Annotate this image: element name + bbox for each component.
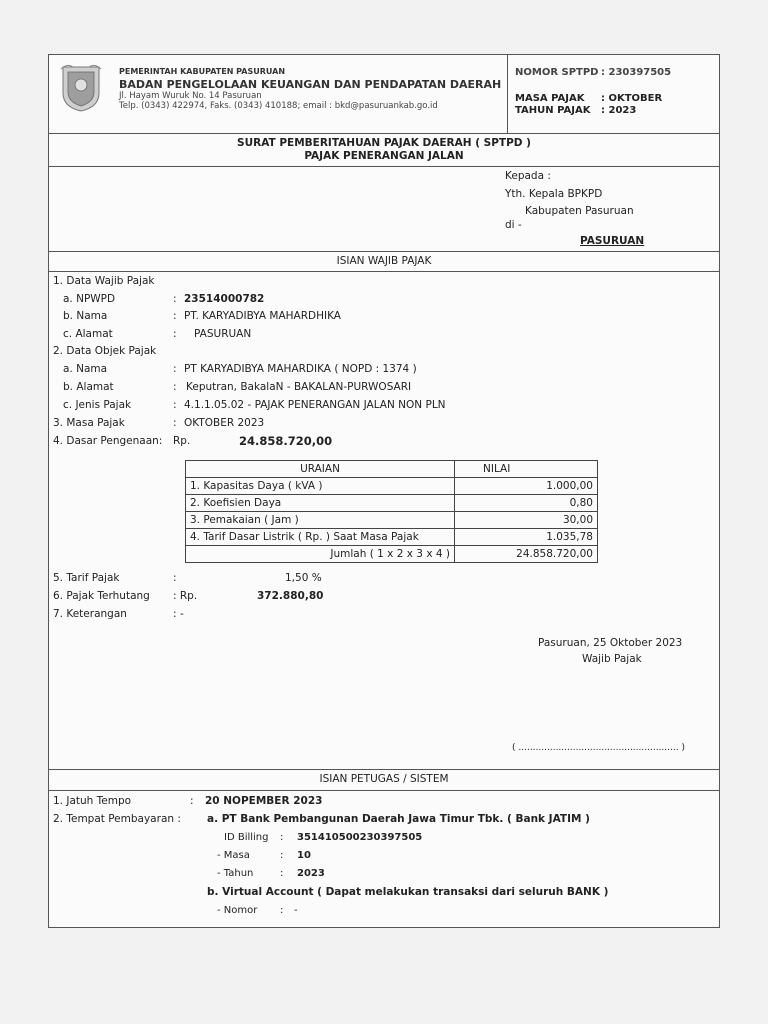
sptpd-number-value: : 230397505 — [601, 67, 672, 78]
table-cell: 1.000,00 — [455, 478, 598, 495]
divider — [49, 769, 719, 770]
divider — [49, 790, 719, 791]
dasar-pengenaan-value: 24.858.720,00 — [239, 434, 333, 448]
colon: : — [173, 417, 177, 429]
table-cell: 1.035,78 — [455, 529, 598, 546]
table-row — [186, 512, 598, 529]
masa-pajak-label: MASA PAJAK — [515, 93, 585, 104]
colon: : — [280, 905, 284, 916]
sptpd-document — [48, 54, 720, 928]
agency-name: BADAN PENGELOLAAN KEUANGAN DAN PENDAPATAN DAERAH — [119, 78, 502, 91]
table-cell: 3. Pemakaian ( Jam ) — [186, 512, 455, 529]
document-subtitle: PAJAK PENERANGAN JALAN — [304, 150, 464, 162]
id-billing-value: 351410500230397505 — [297, 832, 423, 843]
npwpd-value: 23514000782 — [184, 293, 265, 305]
table-total-row — [186, 546, 598, 563]
pajak-terhutang-label: 6. Pajak Terhutang — [53, 590, 150, 602]
masa-value: 10 — [297, 850, 311, 861]
jenis-pajak-label: c. Jenis Pajak — [63, 399, 132, 411]
jumlah-value: 24.858.720,00 — [455, 546, 598, 563]
colon: : — [173, 608, 177, 620]
table-header-nilai: NILAI — [455, 461, 598, 478]
dasar-rp-label: Rp. — [173, 435, 191, 447]
virtual-account-label: b. Virtual Account ( Dapat melakukan transaksi dari seluruh BANK ) — [207, 886, 609, 898]
tarif-pajak-value: 1,50 % — [285, 572, 322, 584]
colon: : — [190, 795, 194, 807]
colon: : — [173, 363, 177, 375]
objek-nama-label: a. Nama — [63, 363, 108, 375]
table-cell: 30,00 — [455, 512, 598, 529]
colon: : — [173, 310, 177, 322]
table-row — [186, 478, 598, 495]
bank-name: a. PT Bank Pembangunan Daerah Jawa Timur Tbk. ( Bank JATIM ) — [207, 813, 590, 825]
table-row — [186, 529, 598, 546]
sign-place-date: Pasuruan, 25 Oktober 2023 — [538, 637, 683, 649]
objek-alamat-label: b. Alamat — [63, 381, 114, 393]
signature-blank: ( ........................................................ ) — [512, 743, 685, 753]
document-title: SURAT PEMBERITAHUAN PAJAK DAERAH ( SPTPD ) — [237, 137, 531, 149]
jenis-pajak-value: 4.1.1.05.02 - PAJAK PENERANGAN JALAN NON PLN — [184, 399, 446, 411]
divider — [49, 271, 719, 272]
recipient-title: Yth. Kepala BPKPD — [505, 188, 603, 200]
agency-contact: Telp. (0343) 422974, Faks. (0343) 410188; email : bkd@pasuruankab.go.id — [119, 101, 438, 111]
uraian-table — [185, 460, 598, 563]
terhutang-rp-label: : Rp. — [173, 590, 198, 602]
dasar-pengenaan-heading: 4. Dasar Pengenaan: — [53, 435, 163, 447]
agency-address: Jl. Hayam Wuruk No. 14 Pasuruan — [119, 91, 262, 101]
masa-pajak-value: : OKTOBER — [601, 93, 663, 104]
data-wajib-pajak-heading: 1. Data Wajib Pajak — [53, 275, 155, 287]
tahun-pajak-value: : 2023 — [601, 105, 637, 116]
table-cell: 2. Koefisien Daya — [186, 495, 455, 512]
colon: : — [280, 850, 284, 861]
tahun-label: - Tahun — [217, 868, 254, 879]
masa-pajak-heading: 3. Masa Pajak — [53, 417, 125, 429]
section-isian-wajib-pajak: ISIAN WAJIB PAJAK — [336, 255, 432, 267]
kepada-label: Kepada : — [505, 170, 551, 182]
nama-label: b. Nama — [63, 310, 108, 322]
tahun-value: 2023 — [297, 868, 325, 879]
data-objek-pajak-heading: 2. Data Objek Pajak — [53, 345, 157, 357]
keterangan-value: - — [180, 608, 184, 620]
divider — [49, 166, 719, 167]
id-billing-label: ID Billing — [224, 832, 269, 843]
alamat-value: PASURUAN — [194, 328, 252, 340]
colon: : — [173, 381, 177, 393]
table-row — [186, 495, 598, 512]
masa-pajak-period: OKTOBER 2023 — [184, 417, 265, 429]
jatuh-tempo-label: 1. Jatuh Tempo — [53, 795, 132, 807]
objek-alamat-value: Keputran, BakalaN - BAKALAN-PURWOSARI — [186, 381, 412, 393]
table-cell: 1. Kapasitas Daya ( kVA ) — [186, 478, 455, 495]
table-cell: 0,80 — [455, 495, 598, 512]
nomor-value: - — [294, 905, 298, 916]
tarif-pajak-label: 5. Tarif Pajak — [53, 572, 120, 584]
sptpd-number-label: NOMOR SPTPD — [515, 67, 599, 78]
colon: : — [173, 328, 177, 340]
gov-name: PEMERINTAH KABUPATEN PASURUAN — [119, 67, 286, 76]
pasuruan-emblem-icon — [59, 63, 103, 113]
tahun-pajak-label: TAHUN PAJAK — [515, 105, 591, 116]
colon: : — [280, 868, 284, 879]
table-header-uraian: URAIAN — [186, 461, 455, 478]
objek-nama-value: PT KARYADIBYA MAHARDIKA ( NOPD : 1374 ) — [184, 363, 417, 375]
recipient-regency: Kabupaten Pasuruan — [525, 205, 634, 217]
colon: : — [173, 572, 177, 584]
npwpd-label: a. NPWPD — [63, 293, 116, 305]
divider — [49, 133, 719, 134]
nama-value: PT. KARYADIBYA MAHARDHIKA — [184, 310, 341, 322]
table-header-row — [186, 461, 598, 478]
recipient-city: PASURUAN — [580, 235, 645, 247]
colon: : — [173, 399, 177, 411]
keterangan-label: 7. Keterangan — [53, 608, 127, 620]
pajak-terhutang-value: 372.880,80 — [257, 590, 324, 602]
header-divider — [507, 55, 508, 133]
divider — [49, 251, 719, 252]
tempat-pembayaran-label: 2. Tempat Pembayaran : — [53, 813, 181, 825]
section-isian-petugas: ISIAN PETUGAS / SISTEM — [319, 773, 449, 785]
nomor-label: - Nomor — [217, 905, 258, 916]
sign-role: Wajib Pajak — [582, 653, 642, 665]
colon: : — [173, 293, 177, 305]
alamat-label: c. Alamat — [63, 328, 113, 340]
colon: : — [280, 832, 284, 843]
recipient-di: di - — [505, 219, 522, 231]
jumlah-label: Jumlah ( 1 x 2 x 3 x 4 ) — [186, 546, 455, 563]
jatuh-tempo-value: 20 NOPEMBER 2023 — [205, 795, 323, 807]
table-cell: 4. Tarif Dasar Listrik ( Rp. ) Saat Masa Pajak — [186, 529, 455, 546]
masa-label: - Masa — [217, 850, 250, 861]
